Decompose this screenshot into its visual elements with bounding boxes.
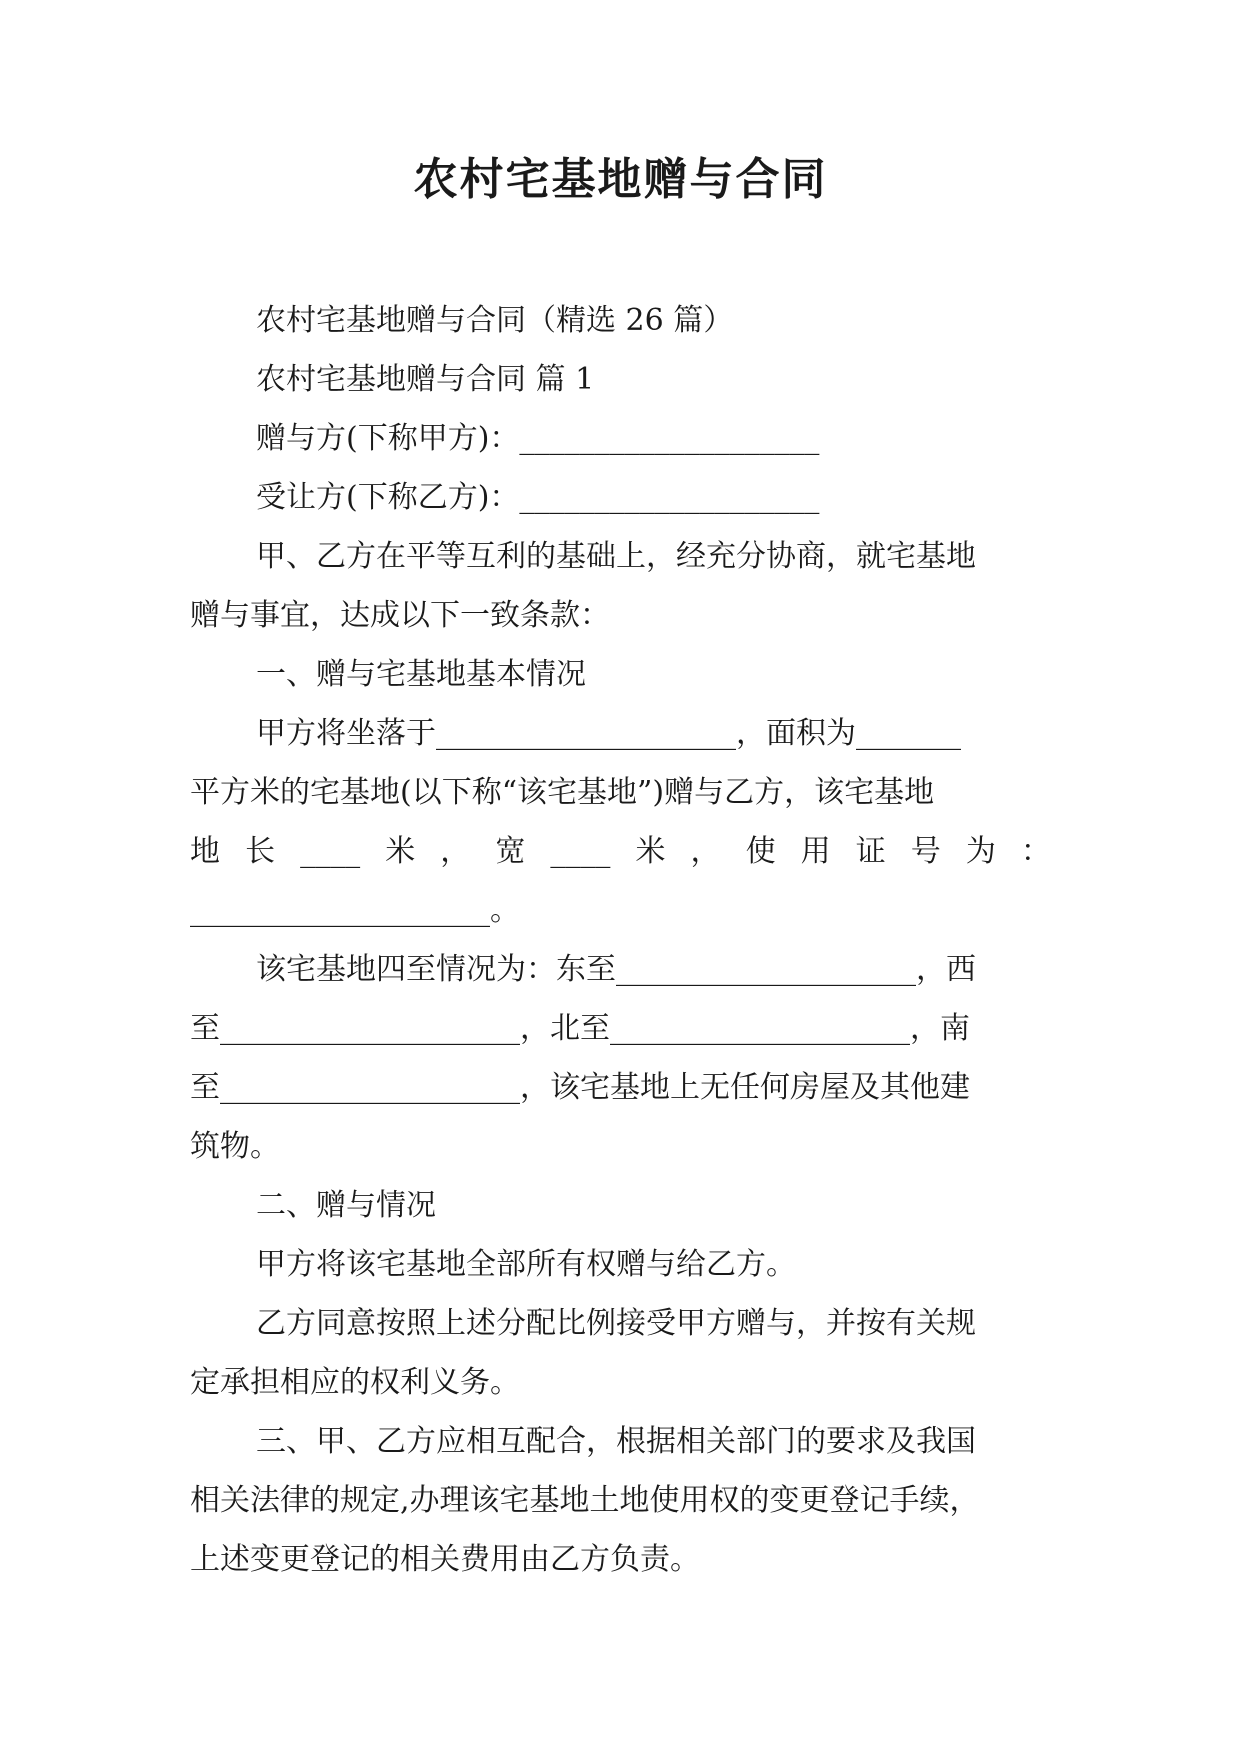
boundary-line-1: 该宅基地四至情况为：东至____________________，西 xyxy=(256,952,976,987)
spread-token: ： xyxy=(1020,834,1051,869)
spread-token: 号 xyxy=(910,834,941,869)
boundary-line-2: 至____________________，北至____________________，南 xyxy=(190,1011,970,1046)
part-heading: 农村宅基地赠与合同 篇 1 xyxy=(256,362,595,397)
spread-token: 使 xyxy=(745,834,776,869)
document-title: 农村宅基地赠与合同 xyxy=(413,154,828,205)
section-3-line-2: 相关法律的规定,办理该宅基地土地使用权的变更登记手续， xyxy=(190,1483,980,1518)
boundary-line-4: 筑物。 xyxy=(190,1129,280,1164)
spread-token: 宽 xyxy=(495,834,526,869)
spread-token: 米 xyxy=(635,834,666,869)
spread-token: 米 xyxy=(385,834,416,869)
spread-token: 长 xyxy=(245,834,276,869)
section-1-line-2: 平方米的宅基地(以下称“该宅基地”)赠与乙方，该宅基地 xyxy=(190,775,935,810)
spread-token: ____ xyxy=(550,834,611,869)
preamble-line-1: 甲、乙方在平等互利的基础上，经充分协商，就宅基地 xyxy=(256,539,976,574)
recipient-line: 受让方(下称乙方)：____________________ xyxy=(256,480,820,515)
section-3-line-3: 上述变更登记的相关费用由乙方负责。 xyxy=(190,1542,700,1577)
donor-line: 赠与方(下称甲方)：____________________ xyxy=(256,421,820,456)
section-3-line-1: 三、甲、乙方应相互配合，根据相关部门的要求及我国 xyxy=(256,1424,976,1459)
section-2-heading: 二、赠与情况 xyxy=(256,1188,436,1223)
document-body xyxy=(190,291,1051,1589)
spread-token: 用 xyxy=(800,834,831,869)
section-1-heading: 一、赠与宅基地基本情况 xyxy=(256,657,586,692)
subtitle: 农村宅基地赠与合同（精选 26 篇） xyxy=(256,303,734,338)
spread-token: ____ xyxy=(300,834,361,869)
section-1-line-4: ____________________。 xyxy=(190,893,520,928)
section-1-line-1: 甲方将坐落于____________________，面积为_______ xyxy=(256,716,961,751)
preamble-line-2: 赠与事宜，达成以下一致条款： xyxy=(190,598,610,633)
boundary-line-3: 至____________________，该宅基地上无任何房屋及其他建 xyxy=(190,1070,970,1105)
section-2-paragraph-1: 甲方将该宅基地全部所有权赠与给乙方。 xyxy=(256,1247,796,1282)
section-2-paragraph-2-line-2: 定承担相应的权利义务。 xyxy=(190,1365,520,1400)
spread-token: 地 xyxy=(190,834,220,869)
section-2-paragraph-2-line-1: 乙方同意按照上述分配比例接受甲方赠与，并按有关规 xyxy=(256,1306,976,1341)
spread-token: ， xyxy=(690,834,721,869)
section-1-line-3 xyxy=(190,822,1051,881)
spread-token: ， xyxy=(440,834,471,869)
spread-token: 为 xyxy=(965,834,996,869)
spread-token: 证 xyxy=(855,834,886,869)
